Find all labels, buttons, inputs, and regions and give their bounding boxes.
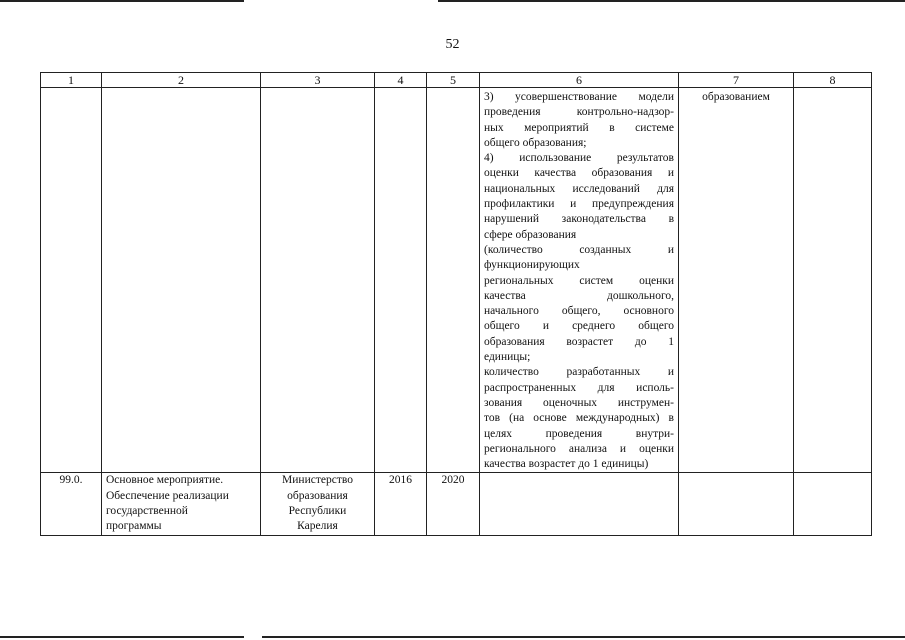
end-year-cell: 2020	[427, 473, 480, 535]
table-row	[41, 473, 872, 535]
text-line: качества дошкольного,	[484, 289, 674, 302]
text-line: Министерство	[282, 474, 353, 487]
text-line: Обеспечение реализации	[106, 489, 229, 502]
text-line: функционирующих	[484, 259, 580, 272]
text-line: оценки качества образования и	[484, 167, 674, 180]
header-cell: 6	[480, 73, 679, 88]
responsible-cell	[261, 473, 375, 535]
text-line: национальных исследований для	[484, 182, 674, 195]
text-line: тов (на основе международных) в	[484, 412, 674, 425]
header-cell: 8	[794, 73, 872, 88]
text-line: общего образования;	[484, 136, 587, 149]
text-line: 3) усовершенствование модели	[484, 91, 674, 103]
header-cell: 4	[375, 73, 427, 88]
text-line: проведения контрольно-надзор-	[484, 106, 674, 119]
text-line: количество разработанных и	[484, 366, 674, 379]
header-row	[41, 73, 872, 88]
header-cell: 7	[679, 73, 794, 88]
table-cell	[261, 88, 375, 473]
text-line: Республики	[288, 505, 347, 518]
top-border-right	[438, 0, 905, 2]
table-cell	[102, 88, 261, 473]
text-line: зования оценочных инструмен-	[484, 396, 674, 409]
text-line: нарушений законодательства в	[484, 213, 674, 226]
table-cell	[679, 473, 794, 535]
text-line: регионального анализа и оценки	[484, 442, 674, 455]
table-cell	[794, 88, 872, 473]
text-line: государственной	[106, 505, 188, 518]
text-line: качества возрастет до 1 единицы)	[484, 458, 649, 471]
program-table	[40, 72, 872, 536]
text-line: единицы;	[484, 351, 531, 364]
header-cell: 3	[261, 73, 375, 88]
page-number: 52	[445, 37, 460, 52]
text-line: начального общего, основного	[484, 305, 674, 318]
table-cell	[41, 88, 102, 473]
row-number-cell: 99.0.	[41, 473, 102, 535]
text-line: целях проведения внутри-	[484, 427, 674, 440]
text-line: программы	[106, 520, 162, 533]
text-line: Основное мероприятие.	[106, 474, 224, 487]
measures-cell	[480, 88, 679, 473]
activity-cell	[102, 473, 261, 535]
top-border-left	[0, 0, 244, 2]
text-line: 4) использование результатов	[484, 152, 674, 165]
text-line: региональных систем оценки	[484, 274, 674, 287]
bottom-border-right	[262, 636, 905, 638]
text-line: ных мероприятий в системе	[484, 121, 674, 134]
table-cell	[375, 88, 427, 473]
table-row	[41, 88, 872, 473]
text-line: образования возрастет до 1	[484, 335, 674, 348]
header-cell: 1	[41, 73, 102, 88]
executor-cell: образованием	[679, 88, 794, 473]
text-line: общего и среднего общего	[484, 320, 674, 333]
text-line: распространенных для исполь-	[484, 381, 674, 394]
text-line: образования	[287, 489, 348, 502]
header-cell: 2	[102, 73, 261, 88]
bottom-border-left	[0, 636, 244, 638]
text-line: профилактики и предупреждения	[484, 198, 674, 211]
start-year-cell: 2016	[375, 473, 427, 535]
header-cell: 5	[427, 73, 480, 88]
text-line: Карелия	[297, 520, 338, 533]
text-line: сфере образования	[484, 228, 577, 241]
table-cell	[427, 88, 480, 473]
text-line: (количество созданных и	[484, 243, 674, 256]
table-cell	[480, 473, 679, 535]
table-cell	[794, 473, 872, 535]
